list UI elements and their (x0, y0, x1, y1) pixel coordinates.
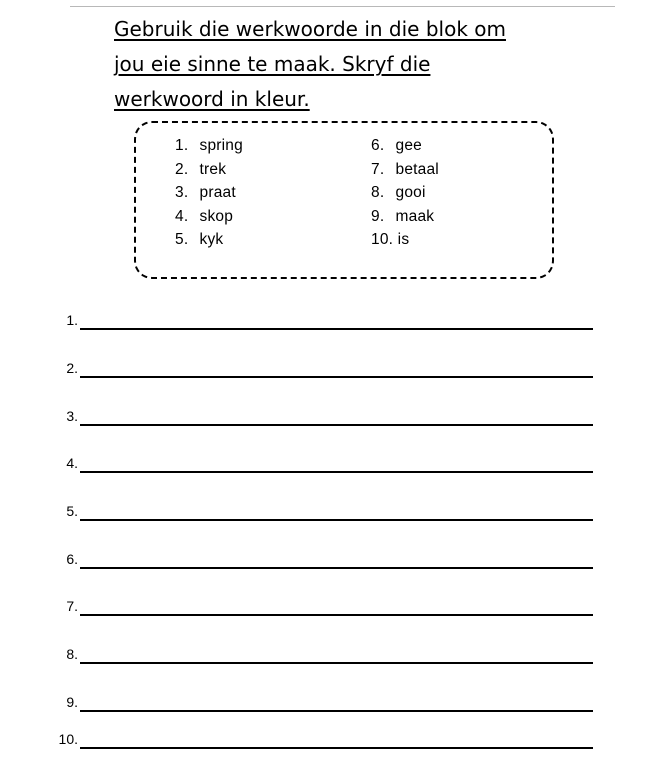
verb-word: spring (199, 137, 243, 154)
answer-number: 6. (66, 551, 78, 567)
verb-word: praat (199, 184, 236, 201)
verb-number: 3. (175, 184, 189, 201)
verb-item (371, 181, 439, 205)
answer-line[interactable] (80, 567, 593, 569)
answer-number: 4. (66, 455, 78, 471)
answer-number: 1. (66, 312, 78, 328)
answer-row (52, 451, 597, 473)
verb-number: 7. (371, 160, 385, 178)
verb-item (175, 181, 243, 205)
answer-number: 9. (66, 694, 78, 710)
answer-line[interactable] (80, 376, 593, 378)
answer-number: 2. (66, 360, 78, 376)
answer-line[interactable] (80, 747, 593, 749)
answer-line[interactable] (80, 471, 593, 473)
heading-line-3: werkwoord in kleur. (114, 87, 310, 111)
verb-number: 1. (175, 137, 189, 154)
answer-row (52, 499, 597, 521)
instruction-heading (114, 12, 614, 117)
answer-row (52, 547, 597, 569)
verb-item (175, 134, 243, 158)
verb-word: gee (395, 137, 422, 154)
answer-line[interactable] (80, 614, 593, 616)
answer-row (52, 356, 597, 378)
answer-row (52, 594, 597, 616)
answer-line[interactable] (80, 424, 593, 426)
verb-number: 8. (371, 184, 385, 201)
verb-list-right (371, 134, 439, 252)
answer-number: 5. (66, 503, 78, 519)
answer-line[interactable] (80, 710, 593, 712)
verb-item (175, 158, 243, 182)
verb-number: 5. (175, 231, 189, 248)
verb-number: 4. (175, 207, 189, 225)
answer-number: 8. (66, 646, 78, 662)
verb-word: is (397, 231, 410, 248)
answer-row (52, 404, 597, 426)
verb-number: 6. (371, 137, 385, 154)
verb-number: 2. (175, 160, 189, 178)
answer-number: 3. (66, 408, 78, 424)
answer-row (52, 727, 597, 749)
verb-number: 10. (371, 231, 394, 248)
verb-word: betaal (395, 160, 439, 178)
verb-list-left (175, 134, 243, 252)
answer-number: 7. (66, 598, 78, 614)
verb-word: trek (199, 160, 227, 178)
heading-line-1: Gebruik die werkwoorde in die blok om (114, 17, 506, 41)
answer-line[interactable] (80, 519, 593, 521)
verb-item (371, 228, 439, 252)
verb-word: maak (395, 207, 435, 225)
top-divider (70, 6, 615, 7)
answer-row (52, 690, 597, 712)
verb-item (371, 134, 439, 158)
answer-line[interactable] (80, 328, 593, 330)
verb-word: skop (199, 207, 234, 225)
verb-item (175, 228, 243, 252)
answer-row (52, 308, 597, 330)
verb-word: kyk (199, 231, 224, 248)
verb-item (371, 205, 439, 229)
answer-number: 10. (58, 731, 78, 747)
verb-item (371, 158, 439, 182)
verb-item (175, 205, 243, 229)
verb-word: gooi (395, 184, 426, 201)
answer-row (52, 642, 597, 664)
verb-number: 9. (371, 207, 385, 225)
answer-line[interactable] (80, 662, 593, 664)
heading-line-2: jou eie sinne te maak. Skryf die (114, 52, 431, 76)
